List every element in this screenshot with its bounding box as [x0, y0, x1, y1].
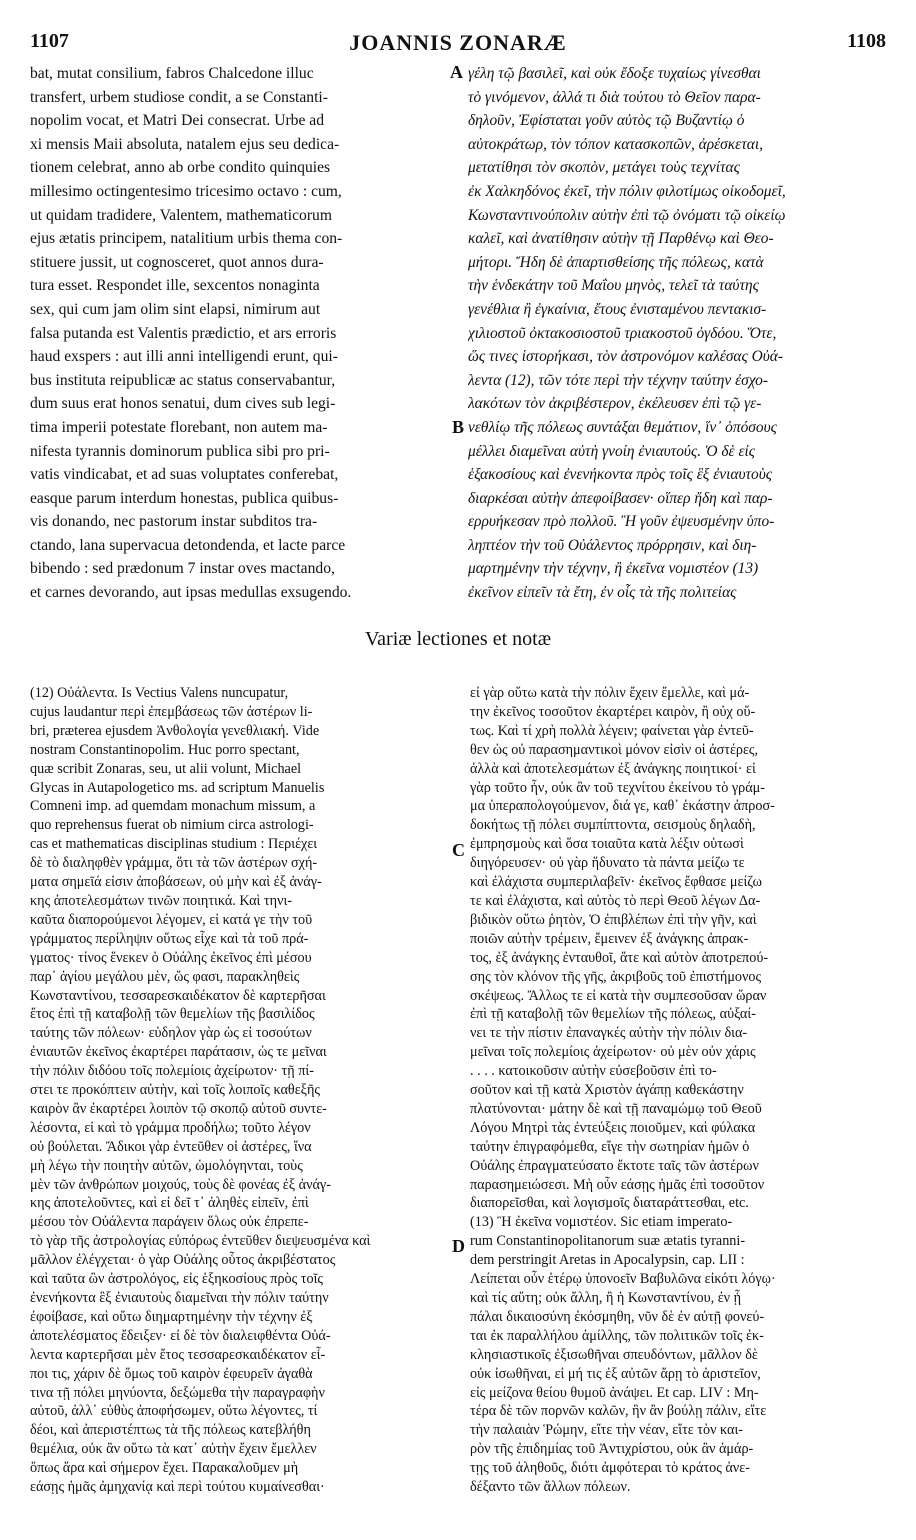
note-line: quo reprehensus fuerat ob nimium circa astrologi-	[30, 817, 314, 834]
note-line: ποι τις, χάριν δὲ ὅμως τοῦ καιρὸν ἐφευρεῖν ἀγαθὰ	[30, 1365, 313, 1382]
latin-text-line: ctando, lana supervacua detondenda, et lacte parce	[30, 536, 346, 554]
note-line: cujus laudantur περὶ ἐπεμβάσεως τῶν ἀστέρων li-	[30, 703, 313, 720]
note-line: . . . . κατοικοῦσιν αὐτὴν εὐσεβοῦσιν ἐπὶ το-	[470, 1063, 717, 1080]
greek-text-line: ληπτέον τὴν τοῦ Οὐάλεντος πρόρρησιν, καὶ διη-	[468, 536, 757, 554]
greek-text-line: δηλοῦν, Ἐφίσταται γοῦν αὐτὸς τῷ Βυζαντίῳ ὁ	[468, 112, 745, 130]
note-line: νει τε τὴν πίστιν ἐπαναγκές αὐτὴν τὴν πόλιν δια-	[470, 1025, 748, 1042]
margin-letter-d: D	[452, 1236, 465, 1256]
note-line: μὲν τῶν ἀνθρώπων μοιχούς, τοὺς δὲ φονέας ἐξ ἀνάγ-	[30, 1176, 331, 1193]
note-line: βιδικὸν οὕτω ῥητὸν, Ὁ ἐπιβλέπων ἐπὶ τὴν γῆν, καὶ	[470, 911, 757, 928]
latin-text-line: bibendo : sed prædonum 7 instar oves mactando,	[30, 560, 335, 578]
note-line: λεντα καρτερῆσαι μὲν ἔτος τεσσαρεσκαιδέκατον εἶ-	[30, 1346, 326, 1363]
greek-text-line: μετατίθησι τὸν σκοπὸν, μετάγει τοὺς τεχνίτας	[468, 159, 740, 177]
note-line: τὴν παλαιὰν Ῥώμην, εἴτε τὴν νέαν, εἴτε τὸν και-	[470, 1422, 744, 1439]
note-line: Κωνσταντίνου, τεσσαρεσκαιδέκατον δὲ καρτερῆσαι	[30, 987, 326, 1004]
note-line: ἀποτελέσματος ἔδειξεν· εἰ δὲ τὸν διαλειφθέντα Οὐά-	[30, 1327, 331, 1344]
margin-letter-a: A	[450, 62, 463, 82]
note-line: τῃς τοῦ ἀληθοῦς, διότι ἀμφότεραι τὸ κράτος ἀνε-	[470, 1460, 750, 1477]
page-header	[30, 30, 886, 60]
note-line: rum Constantinopolitanorum suæ ætatis tyranni-	[470, 1233, 746, 1250]
note-line: ἀλλὰ καὶ ἀποτελεσμάτων ἐξ ἀνάγκης ποιητικοί· εἰ	[470, 760, 756, 777]
note-line: μεῖναι τοῖς πολεμίοις ἀχείρωτον· οὐ μὲν οὐν χάρις	[470, 1044, 756, 1061]
note-line: κης ἀποτελεσμάτων τινῶν ποιητικά. Καὶ τηνι-	[30, 892, 292, 909]
greek-text-line: διαρκέσαι αὐτὴν ἀπεφοίβασεν· οἵπερ ἤδη καὶ παρ-	[468, 489, 773, 507]
note-line: θεν ὡς οὐ παρασημαντικοὶ μόνον εἰσὶν οἱ ἀστέρες,	[470, 741, 759, 758]
latin-text-line: tionem celebrat, anno ab orbe condito quinquies	[30, 159, 331, 177]
latin-text-line: ejus ætatis principem, natalitium urbis thema con-	[30, 230, 343, 248]
note-line: bri, præterea ejusdem Ἀνθολογία γενεθλιακή. Vide	[30, 722, 320, 739]
note-line: την ἐκεῖνος τοσοῦτον ἐκαρτέρει καιρὸν, ἢ οὐχ οὕ-	[470, 703, 756, 720]
note-line: εἰ γὰρ οὕτω κατὰ τὴν πόλιν ἔχειν ἔμελλε, καὶ μά-	[470, 685, 750, 701]
margin-letter-c: C	[452, 840, 465, 860]
greek-text-line: αὐτοκράτωρ, τὸν τόπον κατασκοπῶν, ἀρέσκεται,	[468, 135, 763, 153]
note-line: εἰς μείζονα θείου θυμοῦ ἀνάψει. Et cap. LIV : Μη-	[470, 1384, 759, 1401]
greek-text-line: γέλη τῷ βασιλεῖ, καὶ οὐκ ἔδοξε τυχαίως γίνεσθαι	[468, 65, 761, 82]
latin-text-line: vatis vindicabat, et ad suas voluptates conferebat,	[30, 466, 339, 484]
note-line: Comneni imp. ad quemdam monachum missum, a	[30, 798, 316, 815]
note-line: μέσου τὸν Οὐάλεντα παράγειν ὅλως οὐκ ἐπρεπε-	[30, 1214, 309, 1231]
note-line: πάλαι δικαιοσύνη ἐκόσμηθη, νῦν δὲ ἐν αὐτῇ φονεύ-	[470, 1308, 765, 1325]
note-line: τὸ γὰρ τῆς ἀστρολογίας εὐπόρως ἐντεῦθεν διεψευσμένα καὶ	[30, 1233, 371, 1250]
note-line: σης τὸν κλόνον τῆς γῆς, ἀκριβοῦς τοῦ ἐπιστήμονος	[470, 968, 762, 985]
note-line: ἐφοίβασε, καὶ οὕτω διημαρτημένην τὴν τέχνην ἐξ	[30, 1308, 313, 1325]
note-line: σκέψεως. Ἄλλως τε εἰ κατὰ τὴν συμπεσοῦσαν ὥραν	[470, 987, 767, 1004]
note-line: ἐμπρησμοὺς καὶ ὅσα τοιαῦτα κατὰ λέξιν οὑτωσὶ	[470, 836, 744, 853]
note-line: nostram Constantinopolim. Huc porro spectant,	[30, 741, 300, 758]
latin-text-line: vis donando, nec pastorum instar subditos tra-	[30, 513, 318, 531]
note-line: μὴ λέγω τὴν ποιητὴν αὐτῶν, ὡμολόγηνται, τοὺς	[30, 1157, 303, 1174]
margin-letter-b: B	[452, 417, 465, 437]
note-line: ἐπὶ τῇ καταβολῇ τῶν θεμελίων τῆς πόλεως, αὐξαί-	[470, 1006, 756, 1023]
note-line: αὐτοῦ, ἀλλ᾽ εὐθὺς ἀποφήσωμεν, οὕτω λέγοντες, τί	[30, 1403, 318, 1420]
note-line: (13) Ἢ ἐκεῖνα νομιστέον. Sic etiam imperato-	[470, 1214, 733, 1231]
greek-text-line: χιλιοστοῦ ὀκτακοσιοστοῦ τριακοστοῦ ὀγδόου. Ὅτε,	[468, 324, 777, 342]
note-line: δέοι, καὶ ἀπεριστέπτως τὰ τῆς πόλεως κατεβλήθη	[30, 1422, 311, 1439]
note-line: Οὐάλης ἐπραγματεύσατο ἔκτοτε ταῖς τῶν ἀστέρων	[470, 1157, 759, 1174]
latin-text-line: nopolim vocat, et Matri Dei consecrat. Urbe ad	[30, 112, 325, 130]
latin-text-line: et carnes devorando, aut ipsas medullas exsugendo.	[30, 584, 352, 602]
greek-text-line: τὴν ἑνδεκάτην τοῦ Μαΐου μηνὸς, τελεῖ τὰ ταύτης	[468, 277, 759, 295]
page-number-right: 1108	[847, 30, 886, 52]
note-line: ὅπως ἄρα καὶ σήμερον ἔχει. Παρακαλοῦμεν μὴ	[30, 1460, 299, 1477]
greek-text-line: ὥς τινες ἱστορήκασι, τὸν ἀστρονόμον καλέσας Οὐά-	[468, 348, 783, 366]
note-line: ἐνιαυτῶν ἐκεῖνος ἐκαρτέρει παράτασιν, ὡς τε μεῖναι	[30, 1044, 327, 1061]
page-number-left: 1107	[30, 30, 69, 52]
greek-text-line: ἐκ Χαλκηδόνος ἐκεῖ, τὴν πόλιν φιλοτίμως οἰκοδομεῖ,	[468, 182, 786, 200]
note-line: μα ὑπεραπολογούμενον, διά γε, καθ᾽ ἑκάστην ἀπροσ-	[470, 798, 775, 815]
note-line: ταύτην ἐπιγραφόμεθα, εἴγε τὴν σωτηρίαν ἡμῶν ὁ	[470, 1138, 750, 1155]
note-line: ἐνενήκοντα ἓξ ἐνιαυτοὺς διαμεῖναι τὴν πόλιν ταύτην	[30, 1290, 329, 1306]
latin-text-line: sex, qui cum jam olim sint elapsi, nimirum aut	[30, 300, 321, 318]
latin-text-line: bus instituta reipublicæ ac status conservabantur,	[30, 371, 336, 389]
latin-text-line: tura esset. Respondet ille, sexcentos nonaginta	[30, 277, 320, 295]
latin-text-line: dum suus erat honos senatui, dum cives sub legi-	[30, 395, 336, 413]
note-line: δέξαντο τῶν ἄλλων πόλεων.	[470, 1479, 631, 1496]
greek-text-line: λεντα (12), τῶν τότε περὶ τὴν τέχνην ταύτην ἐσχο-	[468, 371, 769, 389]
note-line: Λόγου Μητρὶ τὰς ἐντεύξεις ποιοῦμεν, καὶ φύλακα	[470, 1119, 756, 1136]
note-line: θεμέλια, οὐκ ἂν οὕτω τὰ κατ᾽ αὐτὴν ἔχειν ἔμελλεν	[30, 1441, 317, 1458]
latin-text-line: stituere jussit, ut cognosceret, quot annos dura-	[30, 253, 324, 271]
latin-text-line: haud exspers : aut illi anni intelligendi erunt, qui-	[30, 348, 338, 366]
running-title: JOANNIS ZONARÆ	[349, 30, 567, 55]
note-line: ἔτος ἐπὶ τῇ καταβολῇ τῶν θεμελίων τῆς βασιλίδος	[30, 1006, 315, 1023]
note-line: στει τε προκόπτειν αὐτὴν, καὶ τοῖς λοιποῖς καθεξῆς	[30, 1082, 321, 1099]
note-line: ποιῶν αὐτὴν τρέμειν, ἔμεινεν ἐξ ἀνάγκης ἀπρακ-	[470, 930, 749, 947]
note-line: γράμματος περίληψιν οὕτως εἶχε καὶ τὰ τοῦ πρά-	[30, 930, 309, 947]
greek-text-line: Κωνσταντινούπολιν αὐτὴν ἐπὶ τῷ ὀνόματι τῷ οἰκείῳ	[468, 206, 786, 224]
notes-left-column	[30, 684, 450, 1497]
note-line: κης ἀποτελοῦντες, καὶ εἰ δεῖ τ᾽ ἀληθὲς εἰπεῖν, ἐπὶ	[30, 1195, 309, 1212]
note-line: ματα σημεῖά εἰσιν ἀποβάσεων, οὐ μὴν καὶ ἐξ ἀνάγ-	[30, 874, 322, 891]
latin-text-line: transfert, urbem studiose condit, a se Constanti-	[30, 88, 328, 106]
latin-text-line: nifesta tyrannis dominorum publica sibi pro pri-	[30, 442, 330, 460]
note-line: διαπορεῖσθαι, καὶ λογισμοῖς διαταράττεσθαι, etc.	[470, 1195, 749, 1212]
note-line: γματος· τίνος ἕνεκεν ὁ Οὐάλης ἐκεῖνος ἐπὶ μέσου	[30, 949, 312, 966]
note-line: δοκήτως τῇ πόλει συμπίπτοντα, σεισμοὺς δηλαδὴ,	[470, 817, 756, 834]
note-line: λέσοντα, εἰ καὶ τὸ γράμμα προδήλω; τοῦτο λέγον	[30, 1119, 311, 1136]
note-line: γὰρ τοῦτο ἦν, οὐκ ἂν τοῦ τεχνίτου ἐκείνου τὸ γράμ-	[470, 779, 765, 796]
greek-text-column	[468, 62, 888, 605]
note-line: καιρὸν ἂν ἐκαρτέρει λοιπὸν τῷ σκοπῷ αὐτοῦ συντε-	[30, 1100, 327, 1117]
latin-text-line: falsa putanda est Valentis prædictio, et ars erroris	[30, 324, 337, 342]
greek-text-line: ἑξακοσίους καὶ ἐνενήκοντα πρὸς τοῖς ἓξ ἐνιαυτοὺς	[468, 466, 773, 484]
greek-text-line: νεθλίῳ τῆς πόλεως συντάξαι θεμάτιον, ἵν᾽ ὁπόσους	[468, 418, 777, 436]
note-line: παρασημειώσεσι. Μὴ οὖν εάσῃς ἡμᾶς ἐπὶ τοσοῦτον	[470, 1176, 765, 1193]
note-line: quæ scribit Zonaras, seu, ut alii volunt, Michael	[30, 760, 302, 777]
latin-text-line: xi mensis Maii absoluta, natalem ejus seu dedica-	[30, 135, 340, 153]
note-line: cas et mathematicas disciplinas studium : Περιέχει	[30, 836, 318, 853]
latin-text-line: ut quidam tradidere, Valentem, mathematicorum	[30, 206, 332, 224]
greek-text-line: μήτορι. Ἤδη δὲ ἀπαρτισθείσης τῆς πόλεως, κατὰ	[468, 253, 764, 271]
note-line: δὲ τὸ διαληφθὲν γράμμα, ὅτι τὰ τῶν ἀστέρων σχή-	[30, 855, 318, 872]
greek-text-line: τὸ γινόμενον, ἀλλά τι διὰ τούτου τὸ Θεῖον παρα-	[468, 88, 761, 106]
note-line: καὶ ἐλάχιστα συμπεριλαβεῖν· ἐκεῖνος ἔφθασε μείζω	[470, 874, 762, 891]
greek-text-line: ἐκεῖνον εἰπεῖν τὰ ἔτη, ἐν οἷς τὰ τῆς πολιτείας	[468, 584, 737, 602]
note-line: διηγόρευσεν· οὐ γὰρ ἥδυνατο τὰ πάντα μείζω τε	[470, 855, 745, 872]
note-line: μᾶλλον ἐλέγχεται· ὁ γὰρ Οὐάλης οὗτος ἀκριβέστατος	[30, 1252, 336, 1269]
note-line: καῦτα διαπορούμενοι λέγομεν, εἰ κατά γε τὴν τοῦ	[30, 911, 313, 928]
note-line: Glycas in Autapologetico ms. ad scriptum Manuelis	[30, 779, 325, 796]
greek-text-line: γενέθλια ἢ ἐγκαίνια, ἔτους ἐνισταμένου πεντακισ-	[468, 300, 767, 318]
note-line: (12) Οὐάλεντα. Is Vectius Valens nuncupatur,	[30, 685, 289, 701]
note-line: τος, ἐξ ἀνάγκης ἐνταυθοῖ, ἅτε καὶ αὐτὸν ἀποτρεπού-	[470, 949, 769, 966]
note-line: dem perstringit Aretas in Apocalypsin, cap. LII :	[470, 1252, 745, 1269]
greek-text-line: ερρυήκεσαν πρὸ πολλοῦ. Ἢ γοῦν ἐψευσμένην ὑπο-	[468, 513, 775, 531]
latin-text-column	[30, 62, 450, 605]
note-line: οὐκ ἰσωθῆναι, εἰ μή τις ἐξ αὐτῶν ἄρῃ τὸ ἀριστεῖον,	[470, 1365, 761, 1382]
notes-title: Variæ lectiones et notæ	[364, 628, 552, 650]
latin-text-line: tima imperii potestate florebant, non autem ma-	[30, 418, 328, 436]
note-line: τέρα δὲ τῶν πορνῶν καλῶν, ἣν ἂν βούλῃ πάλιν, εἴτε	[470, 1403, 767, 1420]
greek-text-line: λακότων τὸν ἀκριβέστερον, ἐκέλευσεν ἐπὶ τῷ γε-	[468, 395, 762, 413]
latin-text-line: easque parum interdum honestas, publica quibus-	[30, 489, 339, 507]
note-line: παρ᾽ ἁγίου μεγάλου μὲν, ὥς φασι, παρακληθεὶς	[30, 968, 300, 985]
note-line: καὶ τίς αὕτη; οὐκ ἄλλη, ἢ ἡ Κωνσταντίνου, ἐν ᾗ	[470, 1290, 742, 1306]
note-line: κλησιαστικοῖς ἐξισωθῆναι σπευδόντων, μᾶλλον δὲ	[470, 1346, 758, 1363]
greek-text-line: μαρτημένην τὴν τέχνην, ἢ ἐκεῖνα νομιστέον (13)	[468, 560, 759, 578]
note-line: τὴν πόλιν διδόου τοῖς πολεμίοις ἀχείρωτον· τῇ πί-	[30, 1063, 314, 1080]
note-line: πλατύνονται· μάτην δὲ καὶ τῇ παναμώμῳ τοῦ Θεοῦ	[470, 1100, 762, 1117]
note-line: Λείπεται οὖν ἑτέρῳ ὑπονοεῖν Βαβυλῶνα εἰκότι λόγῳ·	[470, 1271, 776, 1288]
note-line: ται ἐκ παραλλήλου ἁμίλλης, τῶν πολιτικῶν τοῖς ἐκ-	[470, 1327, 764, 1344]
notes-right-column	[470, 684, 890, 1497]
note-line: καὶ ταῦτα ὢν ἀστρολόγος, εἰς ἑξηκοσίους πρὸς τοῖς	[30, 1271, 324, 1288]
latin-text-line: bat, mutat consilium, fabros Chalcedone illuc	[30, 65, 314, 82]
note-line: τως. Καὶ τί χρὴ πολλὰ λέγειν; φαίνεται γὰρ ἐντεῦ-	[470, 722, 754, 739]
note-line: τινα τῇ πόλει μηνύοντα, δεξώμεθα τὴν παραγραφὴν	[30, 1384, 325, 1401]
latin-text-line: millesimo octingentesimo tricesimo octavo : cum,	[30, 182, 342, 200]
note-line: ταύτης τῶν πόλεων· εὑδηλον γὰρ ὡς εἰ τοσούτων	[30, 1025, 312, 1042]
note-line: τε καὶ ἐλάχιστα, καὶ αὐτὸς τὸ περὶ Θεοῦ λέγων Δα-	[470, 892, 761, 909]
note-line: οὐ βούλεται. Ἄδικοι γὰρ ἐντεῦθεν οἱ ἀστέρες, ἵνα	[30, 1138, 312, 1155]
greek-text-line: μέλλει διαμεῖναι αὐτὴ γνοίη ἐνιαυτούς. Ὁ δὲ εἰς	[468, 442, 756, 460]
note-line: εάσῃς ἡμᾶς ἀμηχανίᾳ καὶ περὶ τούτου κυμαίνεσθαι·	[30, 1479, 325, 1496]
note-line: ρὸν τῆς ἐπιδημίας τοῦ Ἀντιχρίστου, οὐκ ἂν ἁμάρ-	[470, 1441, 754, 1458]
greek-text-line: καλεῖ, καὶ ἀνατίθησιν αὐτὴν τῇ Παρθένῳ καὶ Θεο-	[468, 230, 774, 248]
note-line: σοῦτον καὶ τῇ κατὰ Χριστὸν ἀγάπῃ καθεκάστην	[470, 1082, 744, 1099]
